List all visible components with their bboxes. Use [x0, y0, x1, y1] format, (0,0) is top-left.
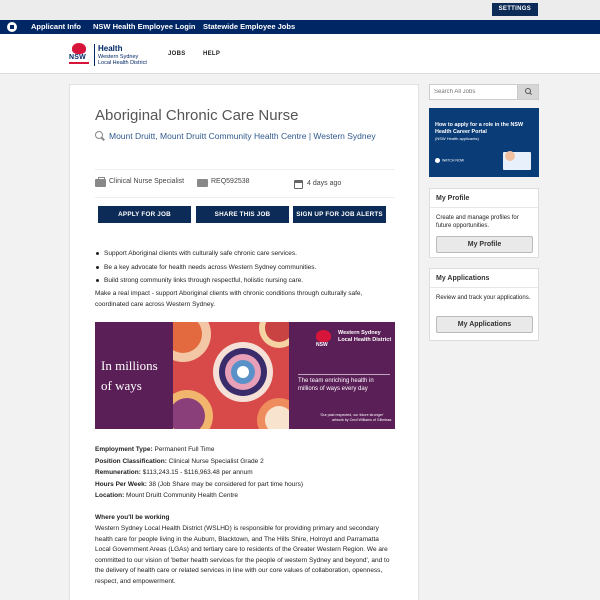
logo-divider	[94, 44, 95, 66]
job-alerts-button[interactable]: SIGN UP FOR JOB ALERTS	[293, 206, 386, 223]
detail-label: Employment Type:	[95, 446, 153, 453]
nav-link-employee-login[interactable]: NSW Health Employee Login	[93, 22, 196, 31]
detail-value: Permanent Full Time	[152, 446, 215, 453]
nsw-waratah-logo	[68, 43, 90, 67]
logo-lhd-line1: Western Sydney	[98, 54, 139, 60]
id-card-icon	[197, 179, 208, 187]
top-strip	[0, 0, 600, 20]
detail-employment-type	[95, 444, 395, 456]
banner-nsw-text: NSW	[316, 342, 328, 348]
card-divider	[430, 207, 538, 208]
my-profile-button[interactable]: My Profile	[436, 236, 533, 253]
detail-location	[95, 490, 395, 502]
banner-message-line2: millions of ways every day	[298, 386, 368, 392]
logo-lhd-line2: Local Health District	[98, 60, 147, 66]
job-reference: REQ592538	[211, 178, 250, 185]
detail-hours-per-week	[95, 479, 395, 491]
banner-rule	[298, 374, 390, 375]
job-title: Aboriginal Chronic Care Nurse	[95, 107, 299, 124]
nav-link-applicant-info[interactable]: Applicant Info	[31, 22, 81, 31]
site-header	[0, 34, 600, 74]
recruitment-banner	[95, 322, 395, 429]
list-item: Build strong community links through respectful, holistic nursing care.	[95, 274, 395, 288]
job-detail-card	[69, 84, 419, 600]
where-youll-work-heading: Where you'll be working	[95, 514, 170, 521]
detail-label: Remuneration:	[95, 469, 141, 476]
list-item: Be a key advocate for health needs across Western Sydney communities.	[95, 261, 395, 275]
detail-value: 38 (Job Share may be considered for part time hours)	[146, 480, 303, 488]
card-divider	[430, 287, 538, 288]
banner-credit-line2: artwork by Cecil Williams of Gilimbaa.	[332, 418, 393, 422]
location-search-icon	[95, 131, 105, 141]
banner-tagline-line2: of ways	[101, 378, 142, 393]
detail-value: Mount Druitt Community Health Centre	[124, 492, 239, 499]
header-nav-jobs[interactable]: JOBS	[168, 51, 186, 57]
meta-divider-bottom	[95, 197, 395, 198]
briefcase-icon	[95, 179, 106, 187]
nav-bar	[0, 20, 600, 34]
my-profile-card	[429, 188, 539, 258]
my-applications-card	[429, 268, 539, 341]
job-category: Clinical Nurse Specialist	[109, 178, 185, 185]
settings-button[interactable]: SETTINGS	[492, 3, 538, 16]
my-profile-title: My Profile	[436, 195, 470, 202]
detail-label: Hours Per Week:	[95, 480, 147, 488]
job-details	[95, 444, 395, 502]
detail-value: Clinical Nurse Specialist Grade 2	[166, 457, 264, 465]
calendar-icon	[294, 180, 303, 189]
meta-divider-top	[95, 169, 395, 170]
job-intro: Make a real impact - support Aboriginal clients with chronic conditions through culturally safe, coordinated care across Western Sydney.	[95, 290, 363, 308]
detail-value: $113,243.15 - $116,963.48 per annum	[140, 469, 253, 476]
banner-credit-line1: 'Our past respected, our future stronger'	[320, 413, 384, 417]
share-job-button[interactable]: SHARE THIS JOB	[196, 206, 289, 223]
logo-health-text: Health	[98, 44, 123, 53]
my-applications-title: My Applications	[436, 275, 490, 282]
my-profile-text: Create and manage profiles for future opportunities.	[436, 215, 519, 229]
logo-nsw-text: NSW	[69, 54, 86, 61]
header-nav-help[interactable]: HELP	[203, 51, 221, 57]
promo-line1: How to apply for a role in the NSW	[435, 122, 524, 128]
detail-label: Location:	[95, 492, 125, 499]
detail-position-classification	[95, 456, 395, 468]
my-applications-text: Review and track your applications.	[436, 295, 531, 301]
banner-message-line1: The team enriching health in	[298, 378, 374, 384]
detail-label: Position Classification:	[95, 457, 167, 465]
promo-line3: (NSW Health applicants)	[435, 136, 479, 141]
search-icon	[525, 88, 532, 95]
banner-lhd-line1: Western Sydney	[338, 330, 381, 336]
person-illustration	[505, 151, 515, 161]
search-button[interactable]	[517, 85, 538, 99]
detail-remuneration	[95, 467, 395, 479]
job-search-box	[429, 84, 539, 100]
apply-for-job-button[interactable]: APPLY FOR JOB	[98, 206, 191, 223]
home-icon[interactable]	[7, 22, 17, 32]
nsw-health-logo[interactable]	[68, 43, 168, 67]
where-youll-work-text: Western Sydney Local Health District (WSLHD) is responsible for providing primary and secondary health care for people living in the Auburn, Blacktown, and The Hills Shire, Holroyd and Parramatta Local Government Areas (LGAs) and tertiary care to residents of the Greater Western Region. We are committed to our vision of 'better health services for the people of western Sydney and beyond', and to the delivery of health care or related services in line with our core values of collaboration, openness, respect, and empowerment.	[95, 525, 390, 585]
banner-tagline-line1: In millions	[101, 358, 158, 373]
my-applications-button[interactable]: My Applications	[436, 316, 533, 333]
how-to-apply-promo[interactable]	[429, 108, 539, 177]
watch-now-button[interactable]: WATCH NOW	[435, 158, 464, 163]
search-input[interactable]	[430, 85, 518, 99]
job-highlights-list	[95, 247, 395, 288]
job-location[interactable]: Mount Druitt, Mount Druitt Community Health Centre | Western Sydney	[109, 131, 376, 141]
waratah-icon	[72, 43, 86, 54]
banner-waratah-icon	[316, 330, 331, 342]
promo-line2: Health Career Portal	[435, 129, 487, 135]
list-item: Support Aboriginal clients with culturally safe chronic care services.	[95, 247, 395, 261]
aboriginal-artwork	[173, 322, 289, 429]
nav-link-statewide-jobs[interactable]: Statewide Employee Jobs	[203, 22, 296, 31]
job-posted: 4 days ago	[307, 180, 342, 187]
banner-lhd-line2: Local Health District	[338, 337, 392, 343]
